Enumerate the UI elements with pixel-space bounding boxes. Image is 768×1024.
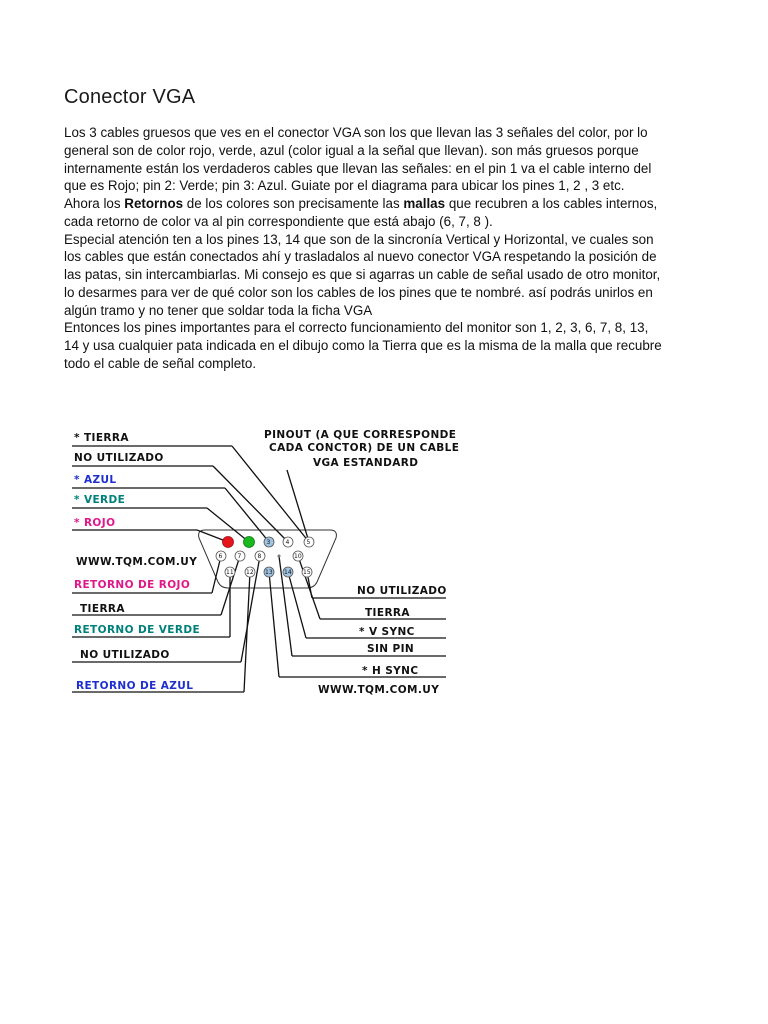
label-verde: * VERDE (74, 494, 126, 506)
diagram-heading-line-2: CADA CONCTOR) DE UN CABLE (269, 442, 460, 454)
pin-number: 12 (246, 569, 254, 576)
pin-number: 8 (257, 553, 262, 560)
pin-9-empty (278, 555, 281, 558)
pin-number: 7 (237, 553, 242, 560)
paragraph-1: Los 3 cables gruesos que ves en el conector VGA son los que llevan las 3 señales del color, por lo general son de color rojo, verde, azul (color igual a la señal que llevan). son más gruesos porque internamente están los verdaderos cables que llevan las señales: en el pin 1 va el cable interno del que es Rojo; pin 2: Verde; pin 3: Azul. Guiate por el diagrama para ubicar los pines 1, 2 , 3 etc. (64, 125, 652, 194)
label-retorno-azul: RETORNO DE AZUL (76, 680, 194, 692)
label-site-left: WWW.TQM.COM.UY (76, 556, 198, 568)
label-tierra: * TIERRA (74, 432, 129, 444)
bold-retornos: Retornos (124, 196, 184, 211)
diagram-heading-line-3: VGA ESTANDARD (313, 457, 419, 469)
pin-number: 13 (265, 569, 273, 576)
label-no-utilizado-2: NO UTILIZADO (80, 649, 170, 661)
label-retorno-rojo: RETORNO DE ROJO (74, 579, 191, 591)
diagram-heading-line-1: PINOUT (A QUE CORRESPONDE (264, 429, 457, 441)
pin-number: 11 (226, 569, 234, 576)
pin-number: 10 (294, 553, 302, 560)
label-v-sync: * V SYNC (359, 626, 415, 638)
pin-number: 6 (218, 553, 223, 560)
paragraph-2-part: de los colores son precisamente las (183, 196, 404, 211)
pin-number: 4 (285, 539, 290, 546)
leader-line (244, 572, 250, 692)
paragraph-2-part: que recubren a los cables internos, cada retorno de color va al pin correspondiente que está abajo (6, 7, 8 ). (64, 196, 658, 229)
label-sin-pin: SIN PIN (367, 643, 415, 655)
label-retorno-verde: RETORNO DE VERDE (74, 624, 201, 636)
pin-number: 5 (306, 539, 311, 546)
label-rojo: * ROJO (74, 517, 116, 529)
label-tierra-2: TIERRA (80, 603, 125, 615)
label-site-right: WWW.TQM.COM.UY (318, 684, 440, 696)
paragraph-2-part: Ahora los (64, 196, 125, 211)
label-tierra-right: TIERRA (365, 607, 410, 619)
pin-number: 3 (266, 539, 271, 546)
label-no-utilizado: NO UTILIZADO (74, 452, 164, 464)
bold-mallas: mallas (403, 196, 446, 211)
page-title: Conector VGA (64, 86, 196, 108)
pin-2-green (244, 537, 255, 548)
leader-line (232, 446, 309, 542)
pin-number: 15 (303, 569, 311, 576)
paragraph-3: Especial atención ten a los pines 13, 14 que son de la sincronía Vertical y Horizontal, ve cuales son los cables que están conectados ahí y trasladalos al nuevo conector VGA respetando la posición de las patas, sin intercambiarlas. Mi consejo es que si agarras un cable de señal usado de otro monitor, lo desarmes para ver de qué color son los cables de los pines que te nombré. así podrás unirlos en algún tramo y no tener que soldar toda la ficha VGA (64, 231, 661, 318)
label-azul: * AZUL (74, 474, 117, 486)
pin-number: 14 (284, 569, 292, 576)
paragraph-4: Entonces los pines importantes para el correcto funcionamiento del monitor son 1, 2, 3, 6, 7, 8, 13, 14 y usa cualquier pata indicada en el dibujo como la Tierra que es la misma de la malla que recubre todo el cable de señal completo. (64, 320, 662, 371)
label-h-sync: * H SYNC (362, 665, 419, 677)
label-no-utilizado-right: NO UTILIZADO (357, 585, 447, 597)
pin-1-red (223, 537, 234, 548)
